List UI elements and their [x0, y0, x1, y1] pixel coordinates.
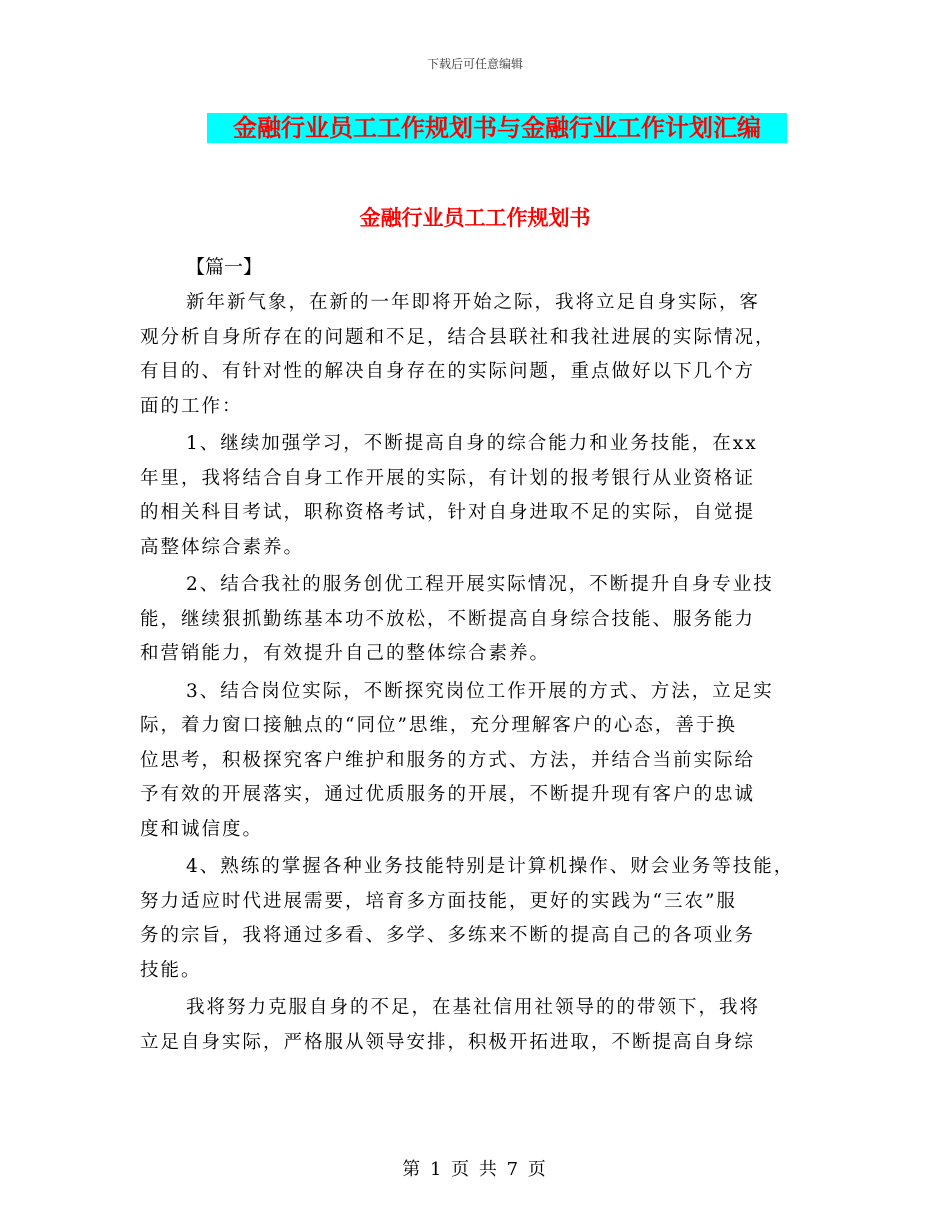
paragraph-1: [140, 286, 830, 424]
text-line: 新年新气象，在新的一年即将开始之际，我将立足自身实际，客: [186, 292, 761, 313]
page-footer: 第 1 页 共 7 页: [402, 1159, 548, 1180]
text-line: 观分析自身所存在的问题和不足，结合县联社和我社进展的实际情况，: [140, 326, 776, 348]
text-line: 4、熟练的掌握各种业务技能特别是计算机操作、财会业务等技能，: [186, 856, 795, 877]
text-line: 和营销能力，有效提升自己的整体综合素养。: [140, 643, 551, 664]
text-line: 2、结合我社的服务创优工程开展实际情况，不断提升自身专业技: [186, 574, 774, 595]
text-line: 度和诚信度。: [140, 818, 264, 840]
text-line: 1、继续加强学习，不断提高自身的综合能力和业务技能，在xx: [186, 433, 758, 454]
text-line: 3、结合岗位实际，不断探究岗位工作开展的方式、方法，立足实: [186, 680, 774, 702]
paragraph-5: [140, 850, 830, 988]
main-title: 金融行业员工工作规划书与金融行业工作计划汇编: [207, 113, 787, 143]
section-label: 【篇一】: [186, 256, 263, 278]
sub-title: 金融行业员工工作规划书: [359, 206, 591, 230]
paragraph-2: [140, 427, 830, 565]
text-line: 的相关科目考试，职称资格考试，针对自身进取不足的实际，自觉提: [140, 502, 756, 523]
text-line: 位思考，积极探究客户维护和服务的方式、方法，并结合当前实际给: [140, 749, 756, 771]
text-line: 有目的、有针对性的解决自身存在的实际问题，重点做好以下几个方: [140, 361, 756, 382]
body-text: [140, 286, 830, 1063]
text-line: 予有效的开展落实，通过优质服务的开展，不断提升现有客户的忠诚: [140, 784, 756, 805]
paragraph-6: [140, 991, 830, 1060]
text-line: 技能。: [140, 959, 202, 981]
text-line: 际，着力窗口接触点的“同位”思维，充分理解客户的心态，善于换: [140, 715, 737, 736]
text-line: 努力适应时代进展需要，培育多方面技能，更好的实践为“三农”服: [140, 890, 737, 912]
text-line: 我将努力克服自身的不足，在基社信用社领导的的带领下，我将: [186, 997, 761, 1018]
text-line: 高整体综合素养。: [140, 536, 305, 558]
text-line: 能，继续狠抓勤练基本功不放松，不断提高自身综合技能、服务能力: [140, 608, 756, 630]
paragraph-4: [140, 675, 830, 848]
text-line: 年里，我将结合自身工作开展的实际，有计划的报考银行从业资格证: [140, 467, 756, 489]
header-note: 下载后可任意编辑: [426, 57, 523, 71]
text-line: 务的宗旨，我将通过多看、多学、多练来不断的提高自己的各项业务: [140, 925, 756, 946]
text-line: 立足自身实际，严格服从领导安排，积极开拓进取，不断提高自身综: [140, 1031, 756, 1053]
text-line: 面的工作：: [140, 395, 243, 417]
paragraph-3: [140, 568, 830, 672]
